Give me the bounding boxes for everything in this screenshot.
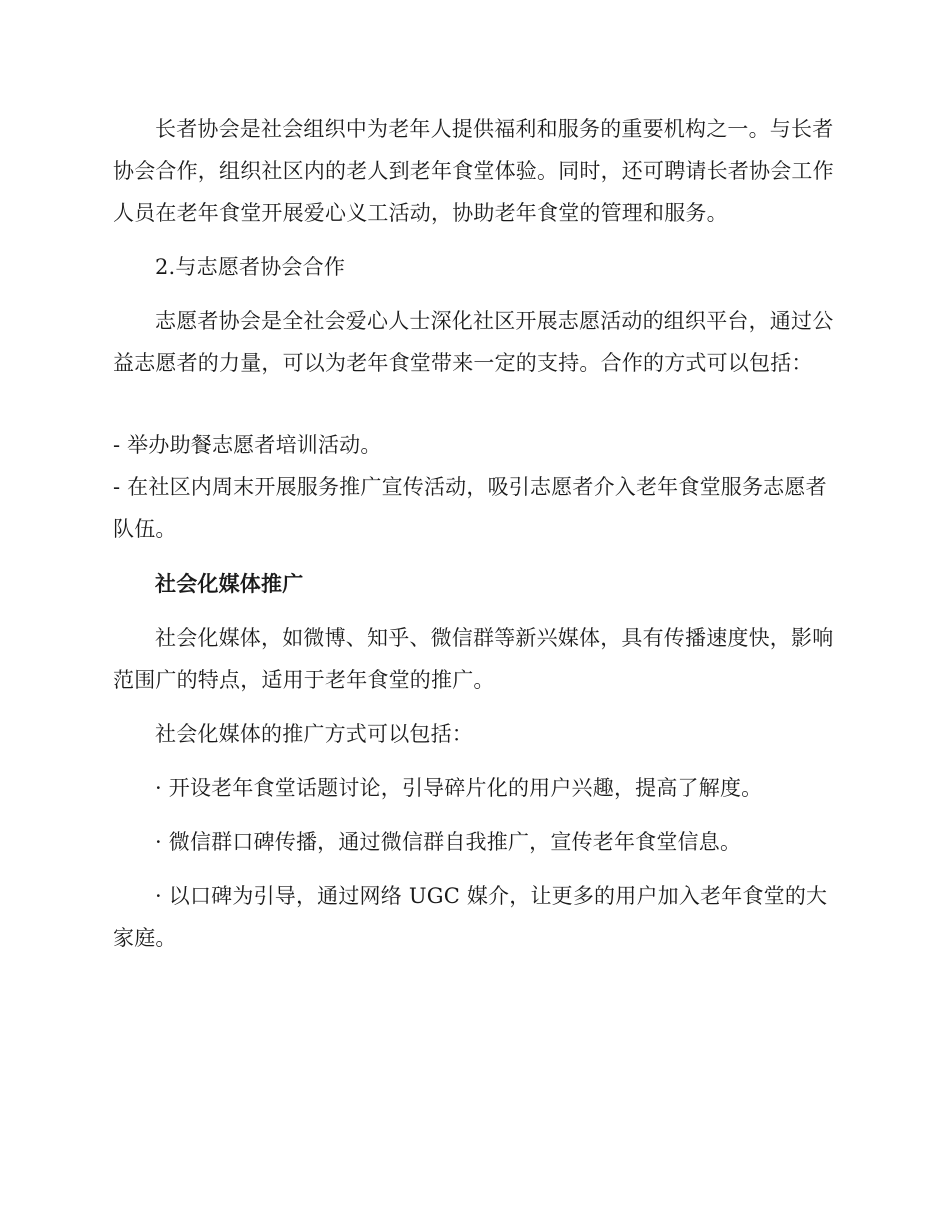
- paragraph-volunteer-association: 志愿者协会是全社会爱心人士深化社区开展志愿活动的组织平台，通过公益志愿者的力量，可以为老年食堂带来一定的支持。合作的方式可以包括：: [113, 309, 834, 375]
- section-heading-social-media: 社会化媒体推广: [155, 571, 304, 596]
- list-item-training: - 举办助餐志愿者培训活动。: [113, 433, 382, 457]
- list-item-promotion: - 在社区内周末开展服务推广宣传活动，吸引志愿者介入老年食堂服务志愿者队伍。: [113, 475, 827, 541]
- paragraph-elder-association: 长者协会是社会组织中为老年人提供福利和服务的重要机构之一。与长者协会合作，组织社区内的老人到老年食堂体验。同时，还可聘请长者协会工作人员在老年食堂开展爱心义工活动，协助老年食堂的管理和服务。: [113, 117, 834, 225]
- document-body: [113, 108, 838, 959]
- paragraph-social-media: 社会化媒体，如微博、知乎、微信群等新兴媒体，具有传播速度快，影响范围广的特点，适用于老年食堂的推广。: [113, 626, 834, 692]
- bullet-word-of-mouth: · 以口碑为引导，通过网络 UGC 媒介，让更多的用户加入老年食堂的大家庭。: [113, 884, 828, 950]
- item-volunteer-association-title: 2.与志愿者协会合作: [155, 255, 346, 279]
- paragraph-promotion-methods: 社会化媒体的推广方式可以包括：: [155, 722, 473, 746]
- bullet-topic-discussion: · 开设老年食堂话题讨论，引导碎片化的用户兴趣，提高了解度。: [155, 776, 763, 800]
- bullet-wechat-group: · 微信群口碑传播，通过微信群自我推广，宣传老年食堂信息。: [155, 830, 742, 854]
